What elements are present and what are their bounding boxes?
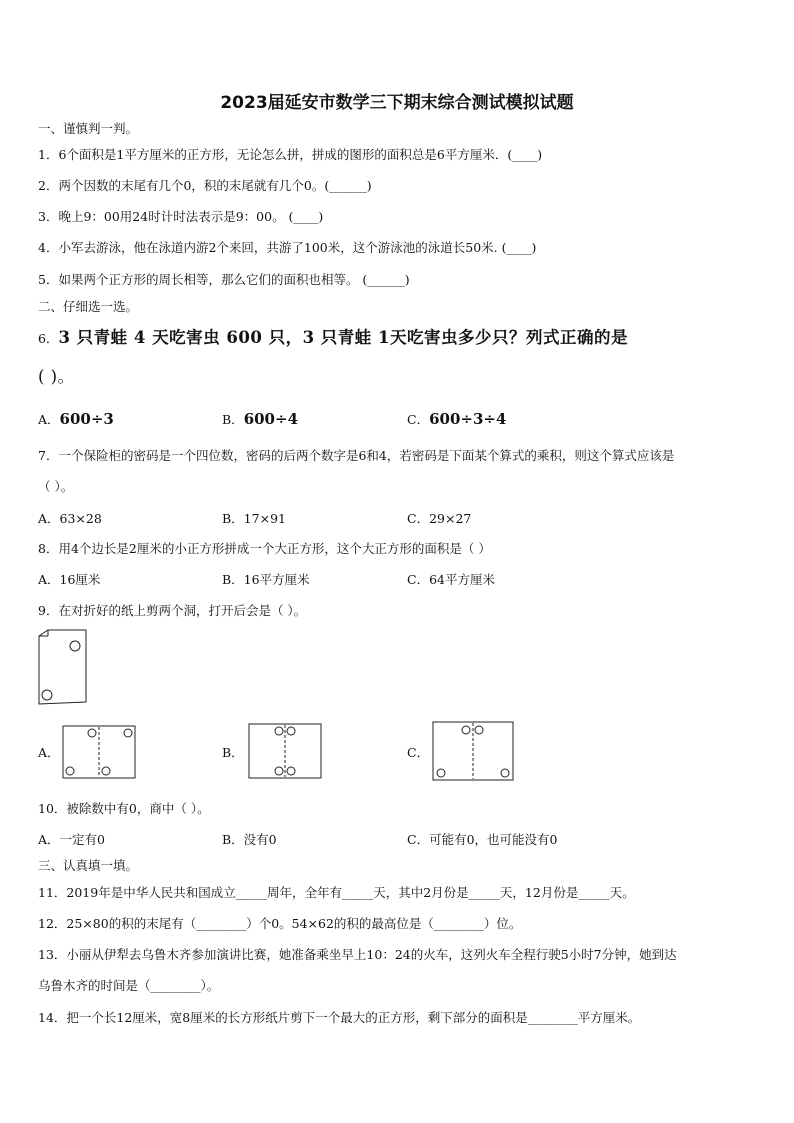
- question-9-option-b-figure: [248, 723, 322, 779]
- question-9-option-c-figure: [432, 721, 514, 781]
- question-6-option-b: B．600÷4: [222, 410, 299, 428]
- question-7-option-b: B．17×91: [222, 511, 286, 526]
- section-2-heading: 二、仔细选一选。: [38, 299, 139, 314]
- question-9-option-a-figure: [62, 725, 136, 779]
- section-3-heading: 三、认真填一填。: [38, 858, 139, 873]
- page-title: 2023届延安市数学三下期末综合测试模拟试题: [220, 93, 574, 113]
- question-6: [38, 327, 628, 350]
- question-8-option-b: B．16平方厘米: [222, 572, 310, 587]
- question-11: 11．2019年是中华人民共和国成立_____周年，全年有_____天，其中2月份是_____天，12月份是_____天。: [38, 885, 635, 900]
- question-8-option-c: C．64平方厘米: [407, 572, 495, 587]
- question-5: 5．如果两个正方形的周长相等，那么它们的面积也相等。 (______): [38, 272, 410, 287]
- question-10-option-c: C．可能有0，也可能没有0: [407, 832, 558, 847]
- question-14: 14．把一个长12厘米，宽8厘米的长方形纸片剪下一个最大的正方形，剩下部分的面积是________平方厘米。: [38, 1010, 641, 1025]
- question-6-paren: ( )。: [38, 367, 75, 386]
- question-10-option-b: B．没有0: [222, 832, 277, 847]
- question-13-line-2: 乌鲁木齐的时间是（________）。: [38, 978, 220, 993]
- question-7-option-c: C．29×27: [407, 511, 472, 526]
- question-6-number: 6．: [38, 331, 59, 346]
- question-9: 9．在对折好的纸上剪两个洞，打开后会是（ ）。: [38, 603, 307, 618]
- question-10: 10．被除数中有0，商中（ ）。: [38, 801, 210, 816]
- folded-paper-figure: [36, 628, 88, 708]
- question-7-option-a: A．63×28: [38, 511, 102, 526]
- question-3: 3．晚上9：00用24时计时法表示是9：00。 (____): [38, 209, 324, 224]
- question-9-option-b-label: B．: [222, 745, 244, 760]
- section-1-heading: 一、谨慎判一判。: [38, 121, 139, 136]
- question-8-option-a: A．16厘米: [38, 572, 101, 587]
- question-6-option-c: C．600÷3÷4: [407, 410, 507, 428]
- question-6-text: 3 只青蛙 4 天吃害虫 600 只，3 只青蛙 1天吃害虫多少只？列式正确的是: [58, 328, 629, 347]
- question-7: 7．一个保险柜的密码是一个四位数，密码的后两个数字是6和4，若密码是下面某个算式的乘积，则这个算式应该是: [38, 448, 675, 463]
- question-1: 1．6个面积是1平方厘米的正方形，无论怎么拼，拼成的图形的面积总是6平方厘米．(____): [38, 147, 543, 162]
- question-12: 12．25×80的积的末尾有（________）个0。54×62的积的最高位是（________）位。: [38, 916, 522, 931]
- question-4: 4．小军去游泳，他在泳道内游2个来回，共游了100米，这个游泳池的泳道长50米. (____): [38, 240, 537, 255]
- question-8: 8．用4个边长是2厘米的小正方形拼成一个大正方形，这个大正方形的面积是（ ）: [38, 541, 491, 556]
- question-9-option-a-label: A．: [38, 745, 60, 760]
- question-2: 2．两个因数的末尾有几个0，积的末尾就有几个0。(______): [38, 178, 372, 193]
- question-9-option-c-label: C．: [407, 745, 430, 760]
- question-10-option-a: A．一定有0: [38, 832, 105, 847]
- question-6-option-a: A．600÷3: [38, 410, 114, 428]
- question-7-paren: （ ）。: [38, 479, 74, 494]
- question-13-line-1: 13．小丽从伊犁去乌鲁木齐参加演讲比赛，她准备乘坐早上10：24的火车，这列火车全程行驶5小时7分钟，她到达: [38, 947, 677, 962]
